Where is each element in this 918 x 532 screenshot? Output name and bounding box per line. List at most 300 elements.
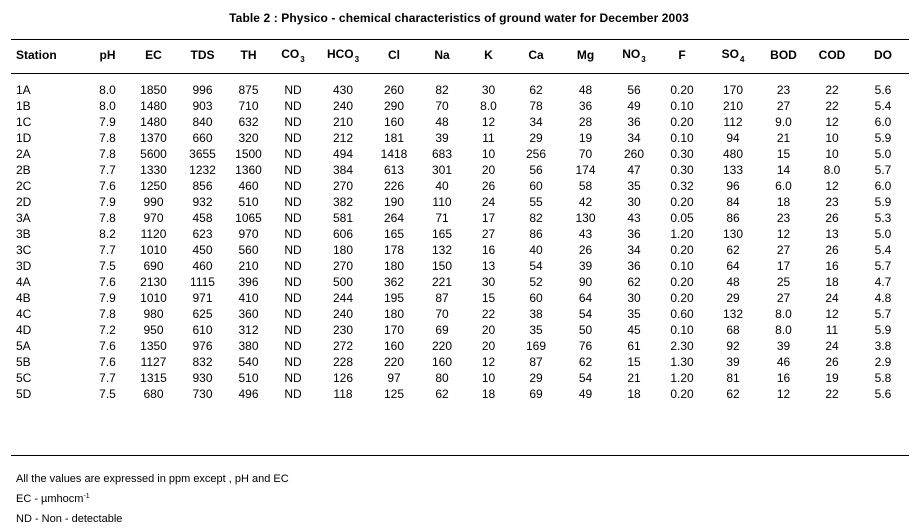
station-cell: 1D [16,131,32,145]
value-cell: 10 [481,371,496,385]
data-table [11,82,909,402]
value-cell: 54 [578,307,593,321]
value-cell: 130 [575,211,596,225]
column-header-label: Na [434,48,450,62]
value-cell: 38 [529,307,543,321]
value-cell: 132 [431,243,453,257]
value-cell: 5.0 [874,227,892,241]
value-cell: 382 [332,195,354,209]
value-cell: 1120 [140,227,167,241]
column-header-label: DO [874,48,892,62]
value-cell: 410 [238,291,259,305]
value-cell: 26 [825,355,839,369]
value-cell: 8.0 [480,99,497,113]
value-cell: 165 [431,227,453,241]
value-cell: 130 [722,227,744,241]
table-row [11,194,909,210]
station-cell: 1B [16,99,31,113]
value-cell: 190 [383,195,405,209]
value-cell: 240 [332,99,354,113]
value-cell: 7.8 [99,147,116,161]
value-cell: 683 [431,147,453,161]
value-cell: 71 [435,211,449,225]
value-cell: 15 [776,147,791,161]
table-row [11,146,909,162]
value-cell: 30 [627,195,641,209]
value-cell: 301 [431,163,453,177]
value-cell: 126 [332,371,354,385]
column-header-label: HCO [326,47,354,61]
value-cell: 270 [332,179,354,193]
value-cell: 360 [238,307,259,321]
value-cell: 56 [529,163,543,177]
value-cell: 1850 [140,83,167,97]
value-cell: 8.2 [99,227,116,241]
value-cell: 39 [435,131,449,145]
value-cell: 39 [776,339,791,353]
column-header [11,46,86,64]
value-cell: 165 [383,227,405,241]
table-row [11,226,909,242]
value-cell: 5.6 [874,83,892,97]
value-cell: ND [284,355,302,369]
table-header [11,46,909,64]
value-cell: 13 [481,259,496,273]
value-cell: 64 [726,259,740,273]
value-cell: 7.8 [99,211,116,225]
value-cell: 1065 [235,211,262,225]
value-cell: 264 [383,211,405,225]
column-header [857,46,909,64]
value-cell: 2.30 [670,339,694,353]
value-cell: 29 [529,371,543,385]
value-cell: 174 [575,163,596,177]
value-cell: 20 [481,323,496,337]
value-cell: 450 [192,243,213,257]
value-cell: 110 [432,195,452,209]
value-cell: 856 [192,179,213,193]
column-header-label: CO [281,47,300,61]
value-cell: 1232 [189,163,216,177]
note-ec-text: EC - µmhocm [16,493,84,505]
station-cell: 4D [16,323,32,337]
value-cell: 7.5 [99,259,116,273]
table-row [11,354,909,370]
value-cell: 62 [529,83,543,97]
value-cell: 16 [776,371,791,385]
value-cell: 5.7 [874,307,892,321]
value-cell: 690 [143,259,164,273]
value-cell: 7.6 [99,179,116,193]
value-cell: 195 [383,291,405,305]
value-cell: 7.6 [99,275,116,289]
value-cell: 23 [825,195,839,209]
value-cell: 228 [332,355,354,369]
value-cell: ND [284,115,302,129]
value-cell: 30 [627,291,641,305]
value-cell: 36 [578,99,593,113]
value-cell: 35 [529,323,543,337]
value-cell: 87 [529,355,543,369]
station-cell: 1A [16,83,31,97]
table-title: Table 2 : Physico - chemical characteristics of ground water for December 2003 [229,11,689,25]
value-cell: 78 [529,99,543,113]
value-cell: 460 [238,179,259,193]
column-header [658,46,706,64]
station-cell: 5C [16,371,32,385]
value-cell: 1.30 [670,355,694,369]
value-cell: 24 [481,195,496,209]
table-row [11,338,909,354]
value-cell: 28 [578,115,593,129]
value-cell: 46 [776,355,791,369]
value-cell: 180 [383,307,405,321]
value-cell: 21 [776,131,791,145]
value-cell: 12 [825,179,839,193]
value-cell: 86 [726,211,740,225]
value-cell: 625 [192,307,213,321]
value-cell: 52 [529,275,543,289]
column-header-label: EC [145,48,162,62]
value-cell: 10 [825,147,839,161]
value-cell: 69 [435,323,449,337]
value-cell: 480 [722,147,744,161]
value-cell: 1010 [140,291,167,305]
table-row [11,82,909,98]
value-cell: 494 [332,147,354,161]
value-cell: 1480 [140,99,167,113]
value-cell: 5.9 [874,323,892,337]
value-cell: 0.20 [670,291,694,305]
value-cell: 7.2 [99,323,116,337]
value-cell: 396 [238,275,259,289]
table-row [11,98,909,114]
value-cell: 7.6 [99,339,116,353]
value-cell: 6.0 [874,179,892,193]
column-header-subscript: 3 [641,55,646,64]
value-cell: 132 [722,307,744,321]
value-cell: 49 [578,387,593,401]
value-cell: 460 [192,259,213,273]
station-cell: 2B [16,163,31,177]
value-cell: 226 [383,179,405,193]
value-cell: ND [284,323,302,337]
value-cell: 7.8 [99,131,116,145]
column-header [511,46,561,64]
value-cell: 30 [481,83,496,97]
value-cell: 1350 [140,339,167,353]
value-cell: 581 [332,211,354,225]
value-cell: 0.60 [670,307,694,321]
value-cell: ND [284,227,302,241]
column-header-label: COD [818,48,846,62]
value-cell: ND [284,147,302,161]
value-cell: 27 [776,99,791,113]
note-ec-unit [16,489,289,509]
station-cell: 2A [16,147,31,161]
value-cell: 62 [435,387,449,401]
value-cell: 6.0 [775,179,792,193]
value-cell: 7.9 [99,195,116,209]
value-cell: 69 [529,387,543,401]
table-row [11,306,909,322]
value-cell: 10 [481,147,496,161]
value-cell: 62 [578,355,593,369]
value-cell: 35 [627,307,641,321]
value-cell: 60 [529,179,543,193]
value-cell: 458 [192,211,213,225]
value-cell: 54 [529,259,543,273]
value-cell: 45 [627,323,641,337]
value-cell: 7.6 [99,355,116,369]
value-cell: 40 [529,243,543,257]
value-cell: 0.20 [670,115,694,129]
value-cell: 34 [627,131,641,145]
value-cell: 260 [383,83,405,97]
value-cell: 212 [332,131,354,145]
value-cell: 48 [435,115,449,129]
station-cell: 5B [16,355,31,369]
value-cell: 1330 [140,163,167,177]
table-row [11,210,909,226]
value-cell: 730 [192,387,213,401]
value-cell: 4.7 [874,275,892,289]
value-cell: 1010 [140,243,167,257]
table-body [11,82,909,402]
value-cell: 68 [726,323,740,337]
value-cell: 980 [143,307,164,321]
column-header-label: K [484,48,493,62]
table-row [11,370,909,386]
value-cell: 17 [481,211,496,225]
value-cell: 21 [627,371,641,385]
value-cell: 500 [332,275,354,289]
value-cell: ND [284,179,302,193]
value-cell: 1250 [140,179,167,193]
value-cell: 932 [192,195,213,209]
value-cell: 34 [627,243,641,257]
value-cell: 61 [627,339,641,353]
column-header [178,46,227,64]
value-cell: 5.4 [874,99,892,113]
column-header [561,46,610,64]
value-cell: 160 [383,339,405,353]
column-header-label: Ca [528,48,544,62]
value-cell: 256 [525,147,547,161]
value-cell: 181 [383,131,405,145]
value-cell: 50 [578,323,593,337]
value-cell: 0.20 [670,243,694,257]
value-cell: 1127 [140,355,167,369]
value-cell: 210 [238,259,259,273]
value-cell: 1480 [140,115,167,129]
value-cell: 320 [238,131,259,145]
column-header-label: BOD [770,48,797,62]
value-cell: 178 [383,243,405,257]
value-cell: 29 [529,131,543,145]
table-notes [16,469,289,529]
value-cell: 0.20 [670,275,694,289]
value-cell: 82 [529,211,543,225]
value-cell: 43 [627,211,641,225]
value-cell: 12 [481,115,496,129]
value-cell: 13 [825,227,839,241]
value-cell: 210 [722,99,744,113]
value-cell: 0.10 [670,99,694,113]
value-cell: ND [284,163,302,177]
value-cell: 12 [481,355,496,369]
value-cell: 0.20 [670,387,694,401]
value-cell: 14 [776,163,791,177]
value-cell: 19 [825,371,839,385]
value-cell: 7.8 [99,307,116,321]
value-cell: 40 [435,179,449,193]
value-cell: 39 [578,259,593,273]
value-cell: 9.0 [775,115,792,129]
value-cell: 36 [627,227,641,241]
value-cell: 133 [722,163,744,177]
value-cell: 496 [238,387,259,401]
value-cell: 23 [776,211,791,225]
column-header-subscript: 4 [739,55,745,64]
value-cell: 20 [481,163,496,177]
column-header-label: Cl [388,48,400,62]
value-cell: 5.3 [874,211,892,225]
value-cell: 0.20 [670,195,694,209]
table-row [11,274,909,290]
station-cell: 3A [16,211,31,225]
column-header-subscript: 3 [300,55,305,64]
column-header [370,46,418,64]
value-cell: 84 [726,195,740,209]
value-cell: 680 [143,387,164,401]
column-header [227,46,270,64]
value-cell: 26 [481,179,496,193]
column-header-subscript: 3 [354,55,360,64]
value-cell: 0.10 [670,131,694,145]
value-cell: 2.9 [874,355,892,369]
value-cell: 8.0 [823,163,841,177]
value-cell: 540 [238,355,259,369]
column-header-label: SO [721,47,739,61]
value-cell: 4.8 [874,291,892,305]
header-rule [11,73,909,74]
value-cell: 2130 [140,275,167,289]
value-cell: 96 [726,179,740,193]
value-cell: 5.6 [874,387,892,401]
value-cell: ND [284,83,302,97]
value-cell: 240 [332,307,354,321]
value-cell: 26 [825,243,839,257]
value-cell: 39 [726,355,740,369]
value-cell: 8.0 [99,83,116,97]
value-cell: 62 [726,243,740,257]
value-cell: 8.0 [775,323,792,337]
value-cell: 49 [627,99,641,113]
column-header-label: pH [99,48,116,62]
top-rule [11,39,909,40]
value-cell: 510 [238,195,259,209]
table-row [11,322,909,338]
value-cell: 169 [525,339,547,353]
value-cell: 12 [776,227,791,241]
value-cell: 17 [776,259,791,273]
value-cell: 7.9 [99,115,116,129]
value-cell: 27 [776,243,791,257]
column-header [129,46,178,64]
value-cell: 62 [627,275,641,289]
value-cell: 81 [726,371,740,385]
value-cell: 150 [431,259,453,273]
value-cell: 24 [825,339,839,353]
value-cell: 70 [578,147,593,161]
value-cell: 1115 [190,275,215,289]
value-cell: 22 [825,83,839,97]
value-cell: 220 [383,355,405,369]
value-cell: 42 [578,195,593,209]
value-cell: ND [284,275,302,289]
value-cell: ND [284,243,302,257]
value-cell: 12 [825,115,839,129]
column-header [270,46,316,64]
value-cell: 3.8 [874,339,892,353]
column-header-label: NO [622,47,641,61]
column-header [706,46,760,64]
value-cell: 5.9 [874,195,892,209]
column-header-label: TDS [190,48,215,62]
value-cell: 18 [481,387,496,401]
value-cell: 613 [383,163,405,177]
column-header [466,46,511,64]
value-cell: 35 [627,179,641,193]
table-row [11,162,909,178]
value-cell: 1.20 [670,227,694,241]
value-cell: 30 [481,275,496,289]
value-cell: 875 [238,83,259,97]
value-cell: 118 [333,387,353,401]
value-cell: 623 [192,227,213,241]
value-cell: 26 [578,243,593,257]
value-cell: 0.10 [670,259,694,273]
value-cell: 632 [238,115,259,129]
value-cell: 180 [383,259,405,273]
table-row [11,258,909,274]
value-cell: 510 [238,371,259,385]
value-cell: 94 [726,131,740,145]
value-cell: ND [284,371,302,385]
value-cell: 1.20 [670,371,694,385]
value-cell: 430 [332,83,354,97]
value-cell: 160 [431,355,453,369]
value-cell: 25 [776,275,791,289]
value-cell: 23 [776,83,791,97]
value-cell: 29 [726,291,740,305]
value-cell: 27 [776,291,791,305]
value-cell: 15 [481,291,496,305]
value-cell: ND [284,195,302,209]
column-header [807,46,857,64]
value-cell: 210 [332,115,354,129]
value-cell: 1500 [235,147,262,161]
value-cell: 64 [578,291,593,305]
note-units: All the values are expressed in ppm except , pH and EC [16,473,289,485]
value-cell: 86 [529,227,543,241]
value-cell: 22 [481,307,496,321]
value-cell: 0.20 [670,83,694,97]
table-row [11,114,909,130]
value-cell: ND [284,211,302,225]
value-cell: 82 [435,83,449,97]
